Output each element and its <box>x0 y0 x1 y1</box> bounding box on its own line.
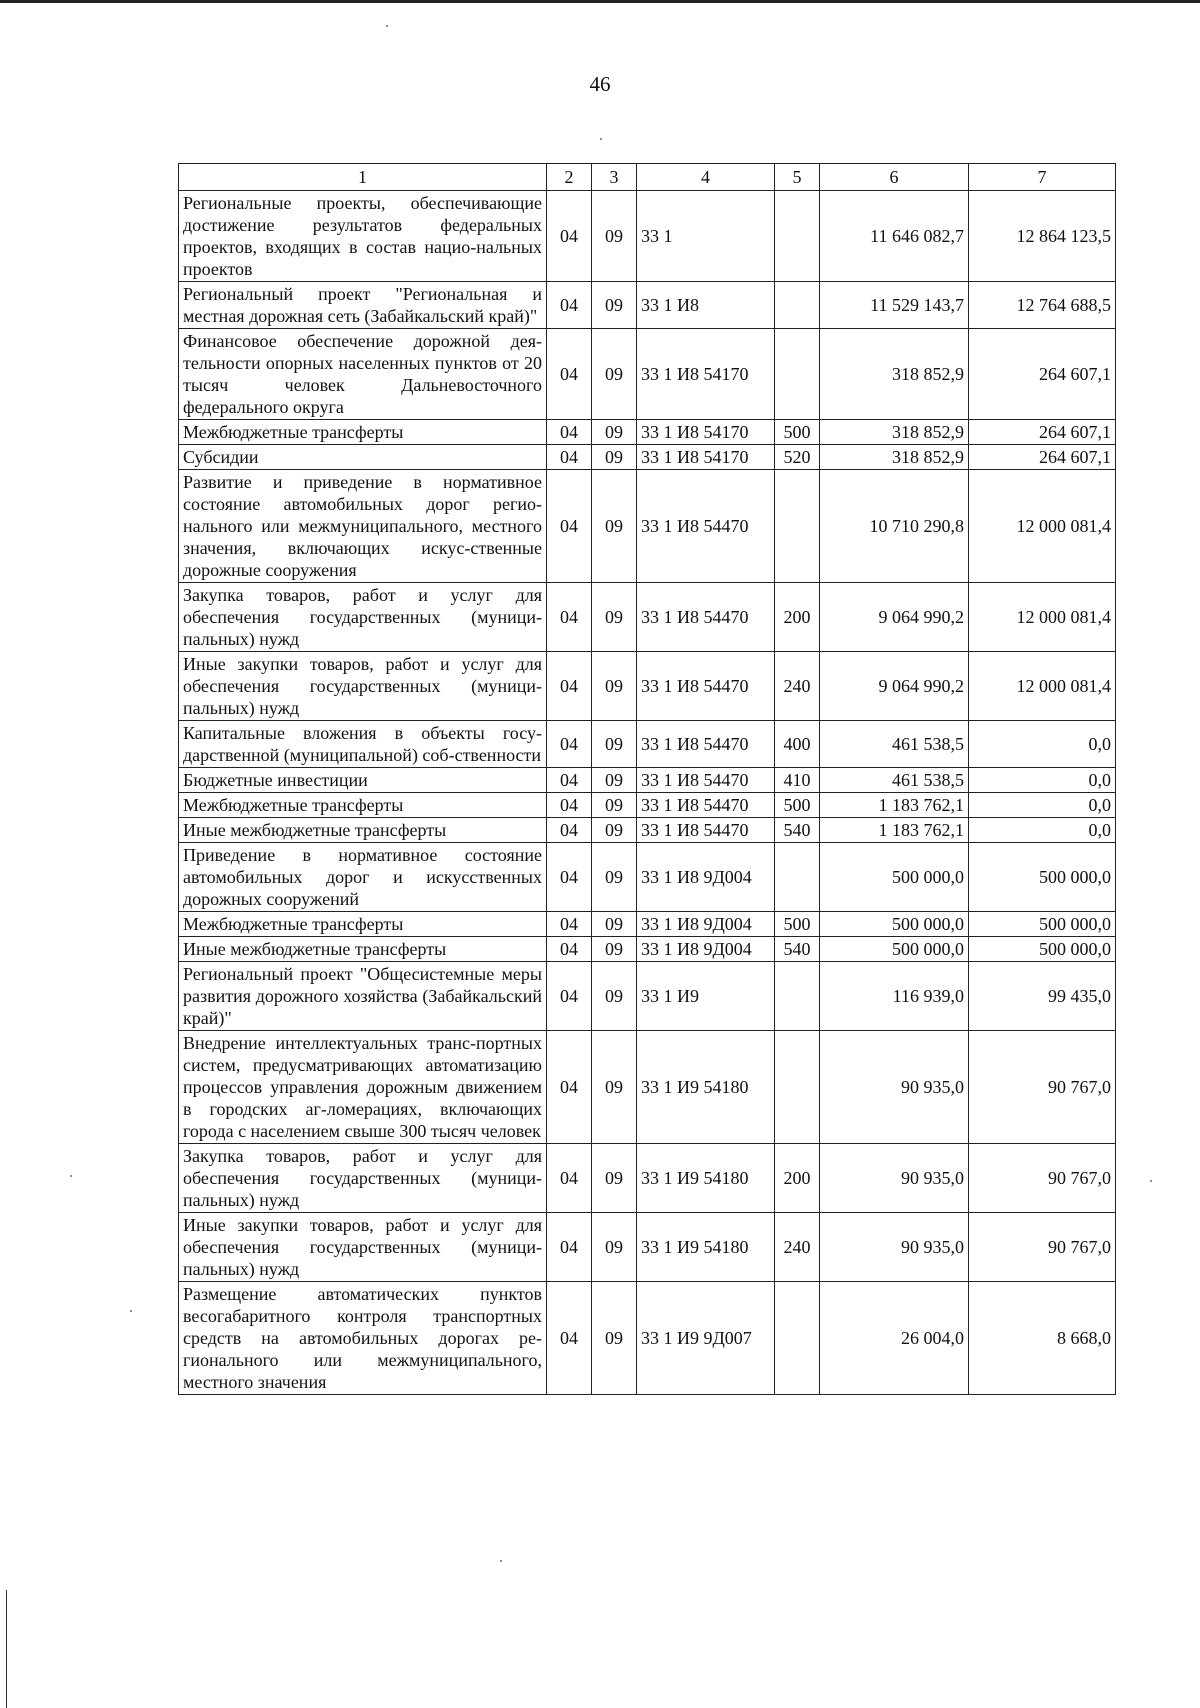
section-code: 04 <box>547 1144 592 1213</box>
table-row <box>179 470 1116 583</box>
table-row <box>179 191 1116 282</box>
table-row <box>179 912 1116 937</box>
subsection-code: 09 <box>592 583 637 652</box>
row-label: Финансовое обеспечение дорожной дея-тельности опорных населенных пунктов от 20 тысяч человек Дальневосточного федерального округа <box>179 329 547 420</box>
expense-type-code: 500 <box>775 420 820 445</box>
expense-type-code: 520 <box>775 445 820 470</box>
target-article-code: 33 1 И8 54470 <box>637 768 775 793</box>
target-article-code: 33 1 И8 <box>637 282 775 329</box>
section-code: 04 <box>547 420 592 445</box>
amount-col-7: 90 767,0 <box>969 1031 1116 1144</box>
section-code: 04 <box>547 818 592 843</box>
table-row <box>179 793 1116 818</box>
amount-col-7: 90 767,0 <box>969 1144 1116 1213</box>
table-row <box>179 1213 1116 1282</box>
section-code: 04 <box>547 652 592 721</box>
expense-type-code: 400 <box>775 721 820 768</box>
section-code: 04 <box>547 793 592 818</box>
table-row <box>179 282 1116 329</box>
header-col-2: 2 <box>547 164 592 191</box>
subsection-code: 09 <box>592 962 637 1031</box>
scan-speck <box>500 1560 502 1562</box>
amount-col-7: 0,0 <box>969 768 1116 793</box>
subsection-code: 09 <box>592 420 637 445</box>
amount-col-7: 0,0 <box>969 793 1116 818</box>
row-label: Закупка товаров, работ и услуг для обеспечения государственных (муници-пальных) нужд <box>179 1144 547 1213</box>
subsection-code: 09 <box>592 470 637 583</box>
section-code: 04 <box>547 721 592 768</box>
section-code: 04 <box>547 282 592 329</box>
scan-speck <box>386 25 388 27</box>
row-label: Межбюджетные трансферты <box>179 793 547 818</box>
section-code: 04 <box>547 937 592 962</box>
subsection-code: 09 <box>592 843 637 912</box>
amount-col-6: 11 529 143,7 <box>820 282 969 329</box>
subsection-code: 09 <box>592 912 637 937</box>
expense-type-code <box>775 282 820 329</box>
target-article-code: 33 1 И8 54470 <box>637 793 775 818</box>
row-label: Иные межбюджетные трансферты <box>179 818 547 843</box>
expense-type-code <box>775 329 820 420</box>
amount-col-6: 318 852,9 <box>820 329 969 420</box>
amount-col-6: 500 000,0 <box>820 937 969 962</box>
expense-type-code <box>775 1282 820 1395</box>
amount-col-6: 9 064 990,2 <box>820 652 969 721</box>
row-label: Региональный проект "Региональная и местная дорожная сеть (Забайкальский край)" <box>179 282 547 329</box>
amount-col-7: 264 607,1 <box>969 445 1116 470</box>
amount-col-6: 26 004,0 <box>820 1282 969 1395</box>
subsection-code: 09 <box>592 793 637 818</box>
expense-type-code <box>775 843 820 912</box>
amount-col-7: 99 435,0 <box>969 962 1116 1031</box>
amount-col-7: 500 000,0 <box>969 937 1116 962</box>
target-article-code: 33 1 И9 54180 <box>637 1031 775 1144</box>
table-row <box>179 768 1116 793</box>
amount-col-6: 461 538,5 <box>820 768 969 793</box>
header-col-7: 7 <box>969 164 1116 191</box>
amount-col-7: 12 000 081,4 <box>969 583 1116 652</box>
target-article-code: 33 1 И8 54170 <box>637 445 775 470</box>
amount-col-7: 12 000 081,4 <box>969 470 1116 583</box>
section-code: 04 <box>547 470 592 583</box>
row-label: Размещение автоматических пунктов весогабаритного контроля транспортных средств на автомобильных дорогах ре-гионального или межмуниципального, местного значения <box>179 1282 547 1395</box>
expense-type-code: 540 <box>775 937 820 962</box>
table-row <box>179 329 1116 420</box>
section-code: 04 <box>547 843 592 912</box>
subsection-code: 09 <box>592 329 637 420</box>
target-article-code: 33 1 И9 54180 <box>637 1144 775 1213</box>
table-row <box>179 420 1116 445</box>
section-code: 04 <box>547 329 592 420</box>
subsection-code: 09 <box>592 1031 637 1144</box>
scan-speck <box>600 138 602 140</box>
row-label: Региональные проекты, обеспечивающие достижение результатов федеральных проектов, входящих в состав нацио-нальных проектов <box>179 191 547 282</box>
row-label: Иные закупки товаров, работ и услуг для обеспечения государственных (муници-пальных) нужд <box>179 652 547 721</box>
expense-type-code: 200 <box>775 583 820 652</box>
amount-col-7: 90 767,0 <box>969 1213 1116 1282</box>
scan-speck <box>70 1175 72 1177</box>
amount-col-6: 318 852,9 <box>820 420 969 445</box>
expense-type-code <box>775 962 820 1031</box>
amount-col-7: 12 864 123,5 <box>969 191 1116 282</box>
subsection-code: 09 <box>592 721 637 768</box>
table-row <box>179 1282 1116 1395</box>
subsection-code: 09 <box>592 282 637 329</box>
target-article-code: 33 1 И8 9Д004 <box>637 843 775 912</box>
amount-col-6: 500 000,0 <box>820 843 969 912</box>
amount-col-7: 264 607,1 <box>969 420 1116 445</box>
table-body <box>179 191 1116 1395</box>
amount-col-7: 12 764 688,5 <box>969 282 1116 329</box>
target-article-code: 33 1 И8 54470 <box>637 470 775 583</box>
table-row <box>179 583 1116 652</box>
header-col-6: 6 <box>820 164 969 191</box>
table-row <box>179 1144 1116 1213</box>
expense-type-code: 200 <box>775 1144 820 1213</box>
row-label: Внедрение интеллектуальных транс-портных систем, предусматривающих автоматизацию процессов управления дорожным движением в городских аг-ломерациях, включающих города с населением свыше 300 тысяч человек <box>179 1031 547 1144</box>
amount-col-7: 12 000 081,4 <box>969 652 1116 721</box>
amount-col-6: 9 064 990,2 <box>820 583 969 652</box>
amount-col-6: 1 183 762,1 <box>820 793 969 818</box>
section-code: 04 <box>547 191 592 282</box>
row-label: Иные закупки товаров, работ и услуг для обеспечения государственных (муници-пальных) нужд <box>179 1213 547 1282</box>
amount-col-7: 0,0 <box>969 818 1116 843</box>
amount-col-7: 500 000,0 <box>969 843 1116 912</box>
section-code: 04 <box>547 962 592 1031</box>
expense-type-code: 240 <box>775 652 820 721</box>
subsection-code: 09 <box>592 818 637 843</box>
target-article-code: 33 1 И9 54180 <box>637 1213 775 1282</box>
scan-edge-mark <box>6 1590 7 1708</box>
target-article-code: 33 1 И9 <box>637 962 775 1031</box>
amount-col-6: 90 935,0 <box>820 1144 969 1213</box>
amount-col-7: 0,0 <box>969 721 1116 768</box>
amount-col-7: 500 000,0 <box>969 912 1116 937</box>
expense-type-code <box>775 470 820 583</box>
amount-col-7: 8 668,0 <box>969 1282 1116 1395</box>
amount-col-6: 500 000,0 <box>820 912 969 937</box>
header-col-5: 5 <box>775 164 820 191</box>
amount-col-6: 461 538,5 <box>820 721 969 768</box>
amount-col-6: 90 935,0 <box>820 1031 969 1144</box>
amount-col-6: 10 710 290,8 <box>820 470 969 583</box>
row-label: Иные межбюджетные трансферты <box>179 937 547 962</box>
row-label: Субсидии <box>179 445 547 470</box>
target-article-code: 33 1 И8 54170 <box>637 420 775 445</box>
target-article-code: 33 1 <box>637 191 775 282</box>
subsection-code: 09 <box>592 937 637 962</box>
row-label: Закупка товаров, работ и услуг для обеспечения государственных (муници-пальных) нужд <box>179 583 547 652</box>
table-row <box>179 721 1116 768</box>
target-article-code: 33 1 И8 54170 <box>637 329 775 420</box>
subsection-code: 09 <box>592 1213 637 1282</box>
table-row <box>179 1031 1116 1144</box>
amount-col-6: 90 935,0 <box>820 1213 969 1282</box>
amount-col-7: 264 607,1 <box>969 329 1116 420</box>
scan-top-border <box>0 0 1200 3</box>
table-row <box>179 843 1116 912</box>
row-label: Бюджетные инвестиции <box>179 768 547 793</box>
table-row <box>179 445 1116 470</box>
row-label: Межбюджетные трансферты <box>179 912 547 937</box>
subsection-code: 09 <box>592 191 637 282</box>
expense-type-code <box>775 1031 820 1144</box>
section-code: 04 <box>547 1213 592 1282</box>
row-label: Региональный проект "Общесистемные меры развития дорожного хозяйства (Забайкальский край)" <box>179 962 547 1031</box>
subsection-code: 09 <box>592 652 637 721</box>
amount-col-6: 116 939,0 <box>820 962 969 1031</box>
row-label: Приведение в нормативное состояние автомобильных дорог и искусственных дорожных сооружений <box>179 843 547 912</box>
target-article-code: 33 1 И9 9Д007 <box>637 1282 775 1395</box>
header-col-1: 1 <box>179 164 547 191</box>
row-label: Капитальные вложения в объекты госу-дарственной (муниципальной) соб-ственности <box>179 721 547 768</box>
scan-speck <box>130 1310 132 1312</box>
target-article-code: 33 1 И8 9Д004 <box>637 937 775 962</box>
subsection-code: 09 <box>592 768 637 793</box>
section-code: 04 <box>547 768 592 793</box>
budget-table <box>178 163 1116 1395</box>
page-number: 46 <box>589 72 611 96</box>
section-code: 04 <box>547 583 592 652</box>
section-code: 04 <box>547 1282 592 1395</box>
table-row <box>179 962 1116 1031</box>
expense-type-code: 540 <box>775 818 820 843</box>
scan-speck <box>1150 1180 1152 1182</box>
target-article-code: 33 1 И8 54470 <box>637 818 775 843</box>
target-article-code: 33 1 И8 54470 <box>637 721 775 768</box>
subsection-code: 09 <box>592 445 637 470</box>
amount-col-6: 318 852,9 <box>820 445 969 470</box>
row-label: Развитие и приведение в нормативное состояние автомобильных дорог регио-нального или межмуниципального, местного значения, включающих искус-ственные дорожные сооружения <box>179 470 547 583</box>
target-article-code: 33 1 И8 54470 <box>637 583 775 652</box>
expense-type-code <box>775 191 820 282</box>
target-article-code: 33 1 И8 54470 <box>637 652 775 721</box>
table-row <box>179 937 1116 962</box>
subsection-code: 09 <box>592 1282 637 1395</box>
amount-col-6: 1 183 762,1 <box>820 818 969 843</box>
table-row <box>179 818 1116 843</box>
section-code: 04 <box>547 445 592 470</box>
expense-type-code: 240 <box>775 1213 820 1282</box>
subsection-code: 09 <box>592 1144 637 1213</box>
row-label: Межбюджетные трансферты <box>179 420 547 445</box>
target-article-code: 33 1 И8 9Д004 <box>637 912 775 937</box>
table-header-row <box>179 164 1116 191</box>
header-col-3: 3 <box>592 164 637 191</box>
table-row <box>179 652 1116 721</box>
section-code: 04 <box>547 1031 592 1144</box>
amount-col-6: 11 646 082,7 <box>820 191 969 282</box>
header-col-4: 4 <box>637 164 775 191</box>
section-code: 04 <box>547 912 592 937</box>
expense-type-code: 410 <box>775 768 820 793</box>
expense-type-code: 500 <box>775 912 820 937</box>
expense-type-code: 500 <box>775 793 820 818</box>
